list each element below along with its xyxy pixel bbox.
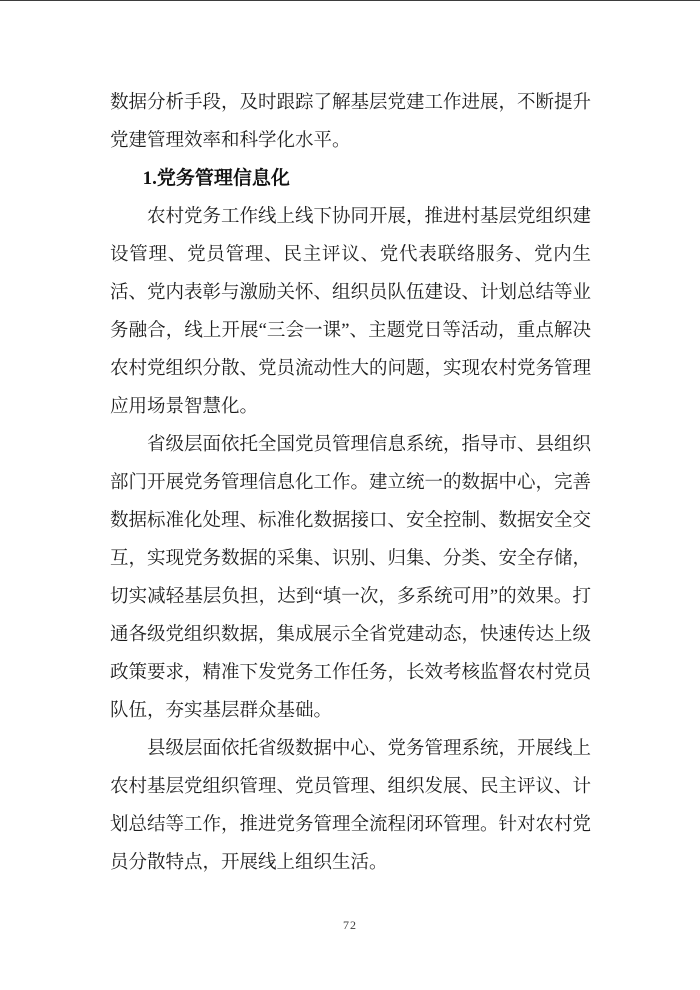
paragraph-provincial-level: 省级层面依托全国党员管理信息系统，指导市、县组织部门开展党务管理信息化工作。建立统一的数据中心，完善数据标准化处理、标准化数据接口、安全控制、数据安全交互，实现党务数据的采集、识别、归集、分类、安全存储，切实减轻基层负担，达到“填一次，多系统可用”的效果。打通各级党组织数据，集成展示全省党建动态，快速传达上级政策要求，精准下发党务工作任务，长效考核监督农村党员队伍，夯实基层群众基础。 <box>110 435 592 721</box>
page-number: 72 <box>343 918 357 932</box>
section-heading: 1.党务管理信息化 <box>142 168 290 189</box>
paragraph-county-level: 县级层面依托省级数据中心、党务管理系统，开展线上农村基层党组织管理、党员管理、组织发展、民主评议、计划总结等工作，推进党务管理全流程闭环管理。针对农村党员分散特点，开展线上组织生活。 <box>110 739 592 873</box>
document-page-body <box>110 84 591 882</box>
paragraph-rural-party-affairs: 农村党务工作线上线下协同开展，推进村基层党组织建设管理、党员管理、民主评议、党代表联络服务、党内生活、党内表彰与激励关怀、组织员队伍建设、计划总结等业务融合，线上开展“三会一课”、主题党日等活动，重点解决农村党组织分散、党员流动性大的问题，实现农村党务管理应用场景智慧化。 <box>110 207 592 417</box>
capture-top-edge-line <box>0 0 700 1</box>
paragraph-continuation: 数据分析手段，及时跟踪了解基层党建工作进展，不断提升党建管理效率和科学化水平。 <box>110 93 592 151</box>
